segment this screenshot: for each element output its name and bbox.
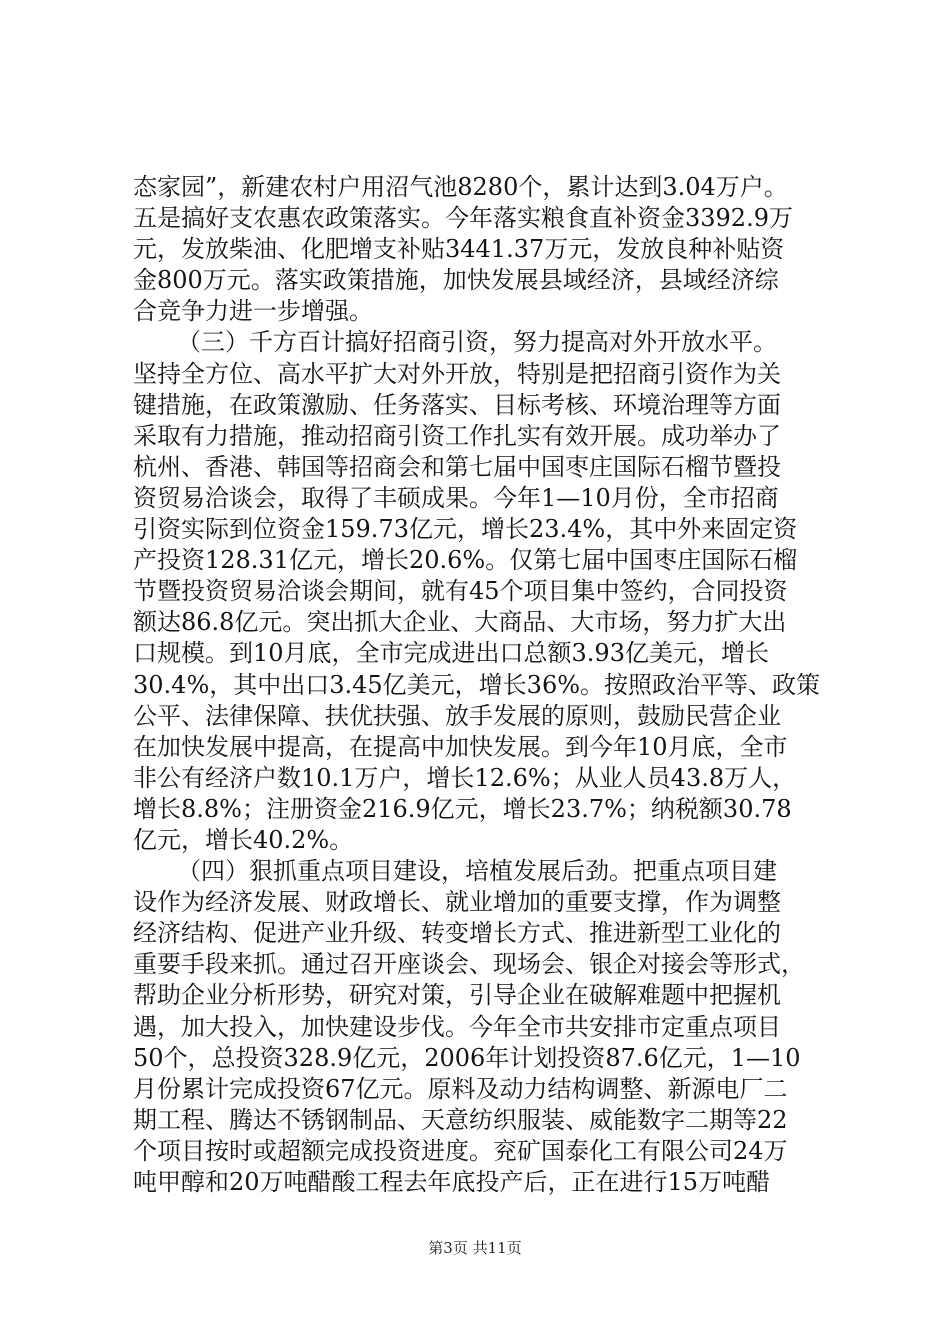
- text-line: 期工程、腾达不锈钢制品、天意纺织服装、威能数字二期等22: [133, 1105, 788, 1134]
- text-line: 在加快发展中提高，在提高中加快发展。到今年10月底，全市: [133, 732, 788, 761]
- text-line: 非公有经济户数10.1万户，增长12.6%；从业人员43.8万人，: [133, 763, 797, 792]
- text-line: 额达86.8亿元。突出抓大企业、大商品、大市场，努力扩大出: [133, 608, 787, 637]
- text-line: （四）狠抓重点项目建设，培植发展后劲。把重点项目建: [177, 857, 777, 886]
- text-line: 键措施，在政策激励、任务落实、目标考核、环境治理等方面: [133, 390, 781, 419]
- text-line: 公平、法律保障、扶优扶强、放手发展的原则，鼓励民营企业: [133, 701, 781, 730]
- text-line: 增长8.8%；注册资金216.9亿元，增长23.7%；纳税额30.78: [133, 794, 792, 823]
- text-line: 帮助企业分析形势，研究对策，引导企业在破解难题中把握机: [133, 981, 781, 1010]
- text-line: 元，发放柴油、化肥增支补贴3441.37万元，发放良种补贴资: [133, 235, 785, 264]
- text-line: 节暨投资贸易洽谈会期间，就有45个项目集中签约，合同投资: [133, 577, 788, 606]
- text-line: 个项目按时或超额完成投资进度。兖矿国泰化工有限公司24万: [133, 1136, 788, 1165]
- body-text: [133, 172, 823, 1198]
- text-line: 遇，加大投入，加快建设步伐。今年全市共安排市定重点项目: [133, 1012, 781, 1041]
- text-line: 杭州、香港、韩国等招商会和第七届中国枣庄国际石榴节暨投: [133, 452, 781, 481]
- text-line: 坚持全方位、高水平扩大对外开放，特别是把招商引资作为关: [133, 359, 781, 388]
- text-line: 态家园”，新建农村户用沼气池8280个，累计达到3.04万户。: [133, 173, 788, 201]
- text-line: 经济结构、促进产业升级、转变增长方式、推进新型工业化的: [133, 919, 781, 948]
- text-line: 重要手段来抓。通过召开座谈会、现场会、银企对接会等形式，: [133, 950, 805, 979]
- text-line: （三）千方百计搞好招商引资，努力提高对外开放水平。: [177, 328, 777, 357]
- text-line: 引资实际到位资金159.73亿元，增长23.4%，其中外来固定资: [133, 515, 798, 544]
- page-footer: 第3页 共11页: [428, 1239, 522, 1257]
- text-line: 采取有力措施，推动招商引资工作扎实有效开展。成功举办了: [133, 421, 781, 450]
- text-line: 合竞争力进一步增强。: [133, 297, 373, 326]
- text-line: 月份累计完成投资67亿元。原料及动力结构调整、新源电厂二: [133, 1074, 788, 1103]
- text-line: 金800万元。落实政策措施，加快发展县域经济，县域经济综: [133, 266, 779, 295]
- text-line: 口规模。到10月底，全市完成进出口总额3.93亿美元，增长: [133, 639, 769, 668]
- text-line: 设作为经济发展、财政增长、就业增加的重要支撑，作为调整: [133, 888, 781, 917]
- text-line: 30.4%，其中出口3.45亿美元，增长36%。按照政治平等、政策: [133, 670, 821, 699]
- text-line: 资贸易洽谈会，取得了丰硕成果。今年1—10月份，全市招商: [133, 483, 779, 512]
- text-line: 50个，总投资328.9亿元，2006年计划投资87.6亿元，1—10: [133, 1043, 801, 1072]
- text-line: 吨甲醇和20万吨醋酸工程去年底投产后，正在进行15万吨醋: [133, 1168, 771, 1196]
- text-line: 五是搞好支农惠农政策落实。今年落实粮食直补资金3392.9万: [133, 204, 793, 233]
- text-line: 产投资128.31亿元，增长20.6%。仅第七届中国枣庄国际石榴: [133, 546, 798, 575]
- text-line: 亿元，增长40.2%。: [133, 825, 354, 854]
